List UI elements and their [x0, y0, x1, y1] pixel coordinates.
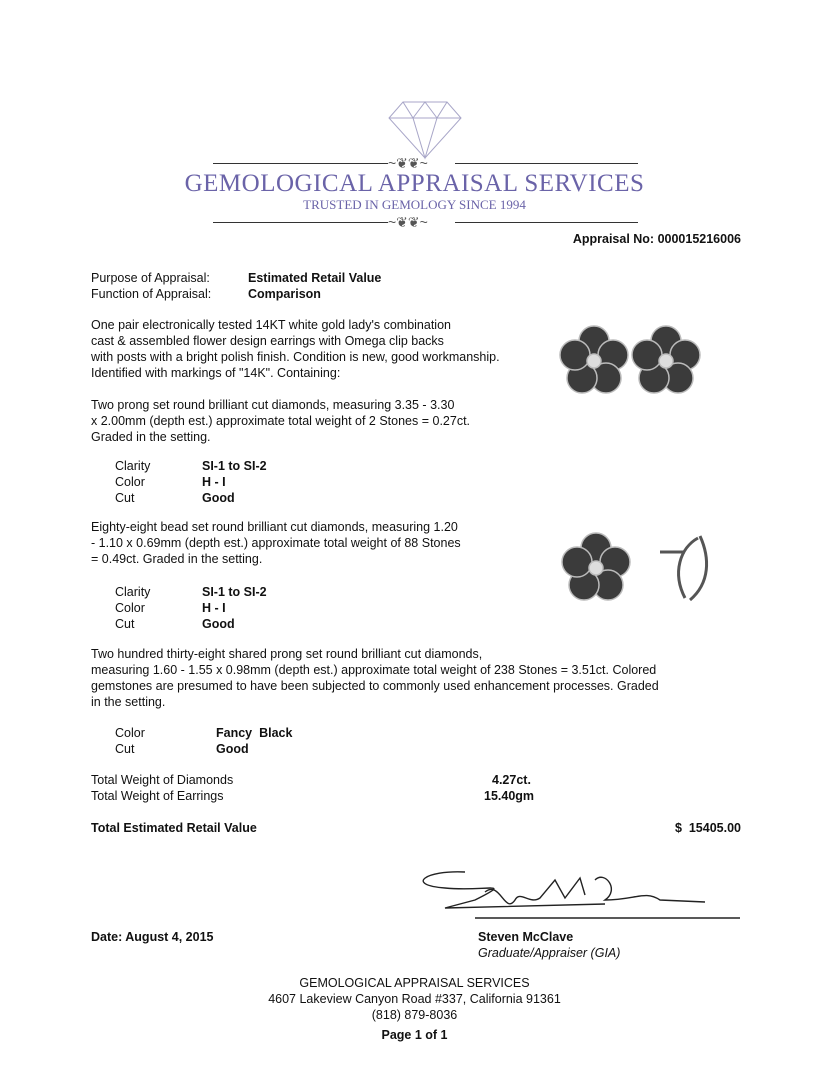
signature-image	[405, 860, 745, 925]
purpose-value: Estimated Retail Value	[248, 271, 382, 285]
appraisal-number: Appraisal No: 000015216006	[572, 232, 741, 246]
page-number: Page 1 of 1	[381, 1028, 448, 1042]
total-diamonds-label: Total Weight of Diamonds	[91, 773, 234, 787]
grade-value: SI-1 to SI-2	[202, 585, 267, 599]
ornament-icon: ~❦❦~	[388, 155, 428, 171]
total-earrings-value: 15.40gm	[484, 789, 535, 803]
grade-value: Good	[216, 742, 249, 756]
grade-value: Fancy Black	[216, 726, 293, 740]
grade-label: Color	[115, 726, 145, 740]
diamond-logo-icon	[385, 98, 465, 160]
stone-text: Graded in the setting.	[91, 430, 211, 444]
description-line: One pair electronically tested 14KT white gold lady's combination	[91, 318, 451, 332]
stone-text: Two hundred thirty-eight shared prong set round brilliant cut diamonds,	[91, 647, 483, 661]
stone-text: Eighty-eight bead set round brilliant cut diamonds, measuring 1.20	[91, 520, 458, 534]
grade-value: H - I	[202, 601, 226, 615]
stone-text: - 1.10 x 0.69mm (depth est.) approximate total weight of 88 Stones	[91, 536, 461, 550]
earrings-front-image	[558, 322, 703, 400]
grade-label: Color	[115, 475, 145, 489]
purpose-label: Purpose of Appraisal:	[91, 271, 210, 285]
total-earrings-label: Total Weight of Earrings	[91, 789, 224, 803]
retail-value: $ 15405.00	[674, 821, 741, 835]
company-logo-name: GEMOLOGICAL APPRAISAL SERVICES	[184, 170, 645, 197]
stone-text: x 2.00mm (depth est.) approximate total weight of 2 Stones = 0.27ct.	[91, 414, 471, 428]
appraiser-name: Steven McClave	[478, 930, 574, 944]
total-diamonds-value: 4.27ct.	[492, 773, 531, 787]
footer-company: GEMOLOGICAL APPRAISAL SERVICES	[299, 976, 530, 990]
grade-value: Good	[202, 617, 235, 631]
footer-address: 4607 Lakeview Canyon Road #337, California 91361	[268, 992, 561, 1006]
function-value: Comparison	[248, 287, 321, 301]
stone-text: gemstones are presumed to have been subjected to commonly used enhancement processes. Graded	[91, 679, 659, 693]
function-label: Function of Appraisal:	[91, 287, 212, 301]
grade-label: Color	[115, 601, 145, 615]
grade-label: Clarity	[115, 585, 151, 599]
stone-text: measuring 1.60 - 1.55 x 0.98mm (depth est.) approximate total weight of 238 Stones = 3.51ct. Colored	[91, 663, 657, 677]
grade-label: Clarity	[115, 459, 151, 473]
grade-label: Cut	[115, 742, 135, 756]
retail-value-label: Total Estimated Retail Value	[91, 821, 257, 835]
appraiser-title: Graduate/Appraiser (GIA)	[478, 946, 621, 960]
grade-label: Cut	[115, 491, 135, 505]
earrings-side-image	[560, 528, 720, 608]
stone-text: = 0.49ct. Graded in the setting.	[91, 552, 263, 566]
description-line: Identified with markings of "14K". Containing:	[91, 366, 341, 380]
description-line: cast & assembled flower design earrings with Omega clip backs	[91, 334, 444, 348]
appraisal-date: Date: August 4, 2015	[91, 930, 214, 944]
grade-value: Good	[202, 491, 235, 505]
grade-label: Cut	[115, 617, 135, 631]
description-line: with posts with a bright polish finish. Condition is new, good workmanship.	[91, 350, 500, 364]
ornament-icon: ~❦❦~	[388, 214, 428, 230]
footer-phone: (818) 879-8036	[371, 1008, 458, 1022]
stone-text: in the setting.	[91, 695, 166, 709]
grade-value: H - I	[202, 475, 226, 489]
grade-value: SI-1 to SI-2	[202, 459, 267, 473]
company-tagline: TRUSTED IN GEMOLOGY SINCE 1994	[303, 197, 526, 212]
stone-text: Two prong set round brilliant cut diamonds, measuring 3.35 - 3.30	[91, 398, 455, 412]
